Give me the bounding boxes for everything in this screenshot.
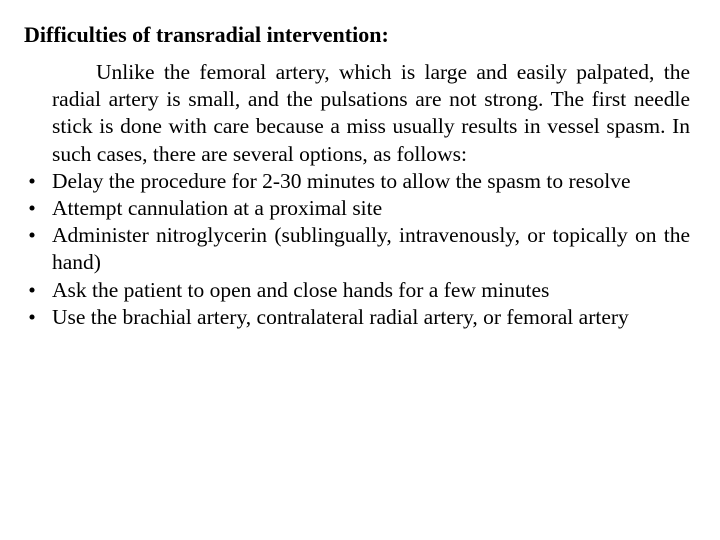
list-item — [28, 277, 690, 304]
slide-title: Difficulties of transradial intervention: — [24, 22, 389, 47]
list-item-text: Ask the patient to open and close hands for a few minutes — [52, 277, 550, 302]
list-item-text: Attempt cannulation at a proximal site — [52, 196, 383, 221]
bullet-icon: • — [28, 223, 36, 248]
content-body — [28, 59, 690, 331]
list-item — [28, 222, 690, 276]
bullet-icon: • — [28, 304, 36, 329]
list-item — [28, 304, 690, 331]
list-item — [28, 195, 690, 222]
list-item-text: Use the brachial artery, contralateral radial artery, or femoral artery — [52, 304, 629, 329]
list-item-text: Delay the procedure for 2-30 minutes to allow the spasm to resolve — [52, 168, 631, 193]
bullet-icon: • — [28, 168, 36, 193]
bullet-icon: • — [28, 196, 36, 221]
list-item-text: Administer nitroglycerin (sublingually, intravenously, or topically on the hand) — [52, 223, 690, 275]
intro-paragraph: Unlike the femoral artery, which is large and easily palpated, the radial artery is small, and the pulsations are not strong. The first needle stick is done with care because a miss usually results in vessel spasm. In such cases, there are several options, as follows: — [52, 60, 690, 166]
options-list — [28, 168, 690, 331]
bullet-icon: • — [28, 277, 36, 302]
list-item — [28, 168, 690, 195]
